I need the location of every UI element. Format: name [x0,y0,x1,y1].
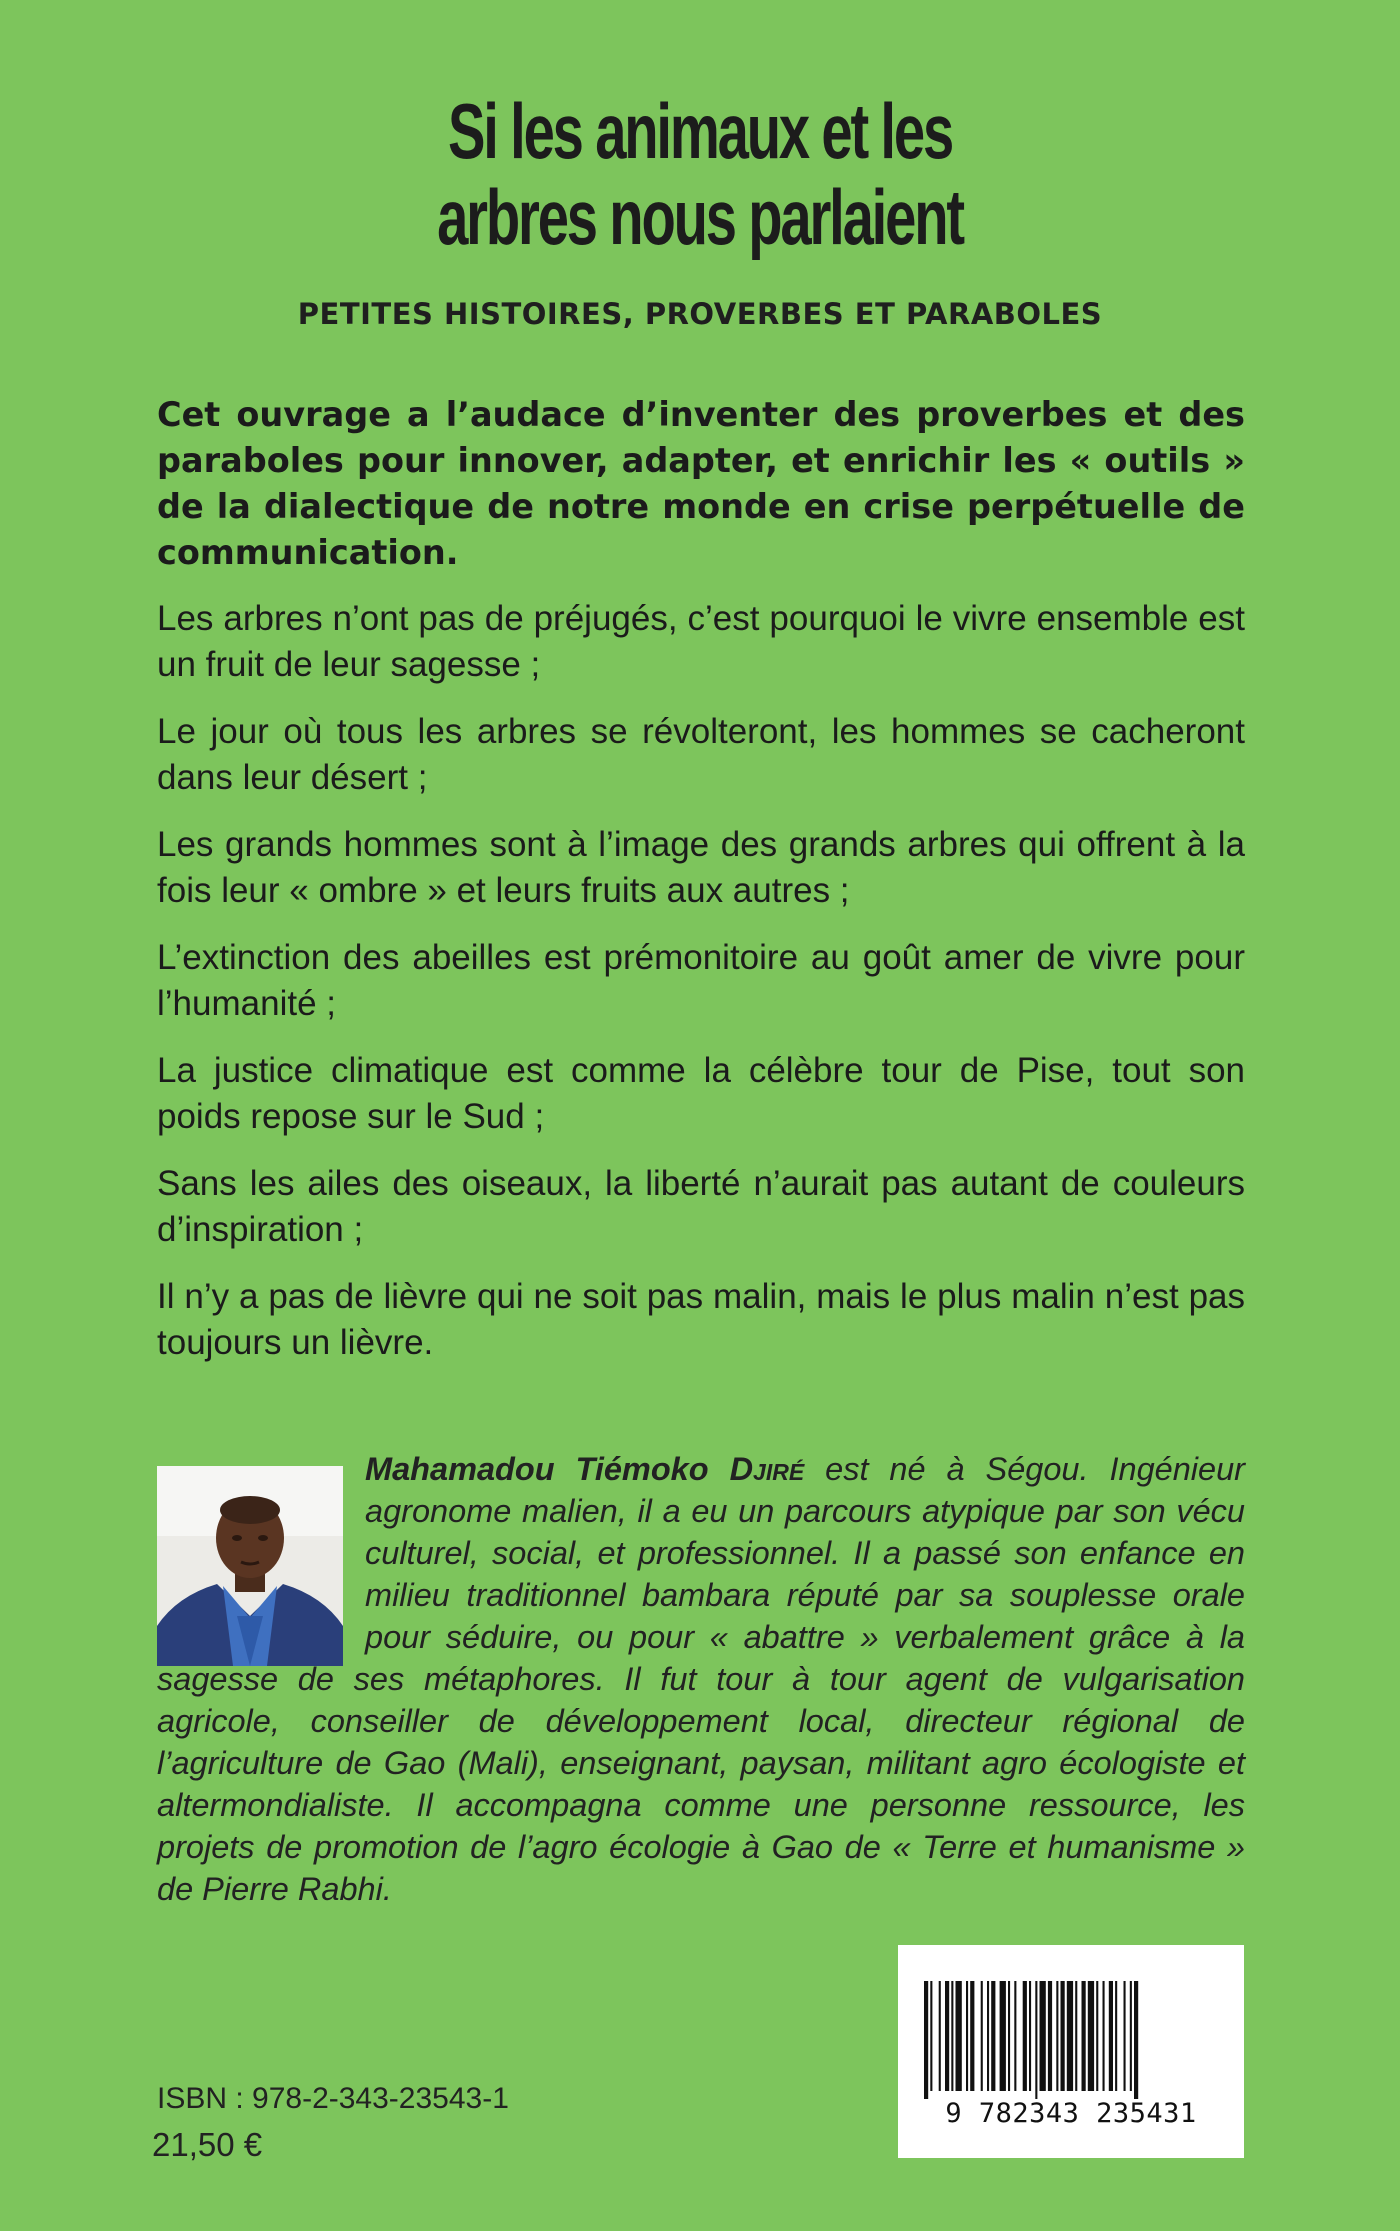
barcode-bar [1082,1981,1086,2091]
barcode-bar [1096,1981,1098,2091]
barcode-bar [924,1981,928,2099]
proverb: Il n’y a pas de lièvre qui ne soit pas malin, mais le plus malin n’est pas toujours un lièvre. [157,1277,1245,1362]
proverb: Les arbres n’ont pas de préjugés, c’est pourquoi le vivre ensemble est un fruit de leur sagesse ; [157,599,1245,684]
barcode-bar [991,1981,995,2091]
barcode-bar [1029,1981,1031,2091]
barcode-bar [1109,1981,1113,2091]
barcode-bar [951,1981,953,2091]
barcode-bar [1000,1981,1006,2091]
author-bio [157,1448,1245,1910]
barcode-bar [1075,1981,1077,2091]
author-first-names: Mahamadou Tiémoko [365,1451,709,1487]
barcode-bar [1040,1981,1046,2091]
barcode-bar [966,1981,968,2091]
barcode-bar [987,1981,989,2091]
barcode-bar [1056,1981,1058,2091]
barcode-icon [920,1981,1222,2099]
barcode-bar [956,1981,962,2091]
barcode-bar [1067,1981,1073,2091]
barcode-bar [930,1981,932,2091]
proverb: Le jour où tous les arbres se révolteront, les hommes se cacheront dans leur désert ; [157,712,1245,797]
proverb: L’extinction des abeilles est prémonitoire au goût amer de vivre pour l’humanité ; [157,938,1245,1023]
blurb [157,392,1245,1387]
barcode-digits: 9 782343 235431 [945,2098,1197,2129]
photo-spacer [157,1448,365,1658]
barcode-bar [1061,1981,1065,2091]
intro-paragraph: Cet ouvrage a l’audace d’inventer des proverbes et des paraboles pour innover, adapter, et enrichir les « outils » de la dialectique de notre monde en crise perpétuelle de communication. [157,395,1245,572]
barcode-bar [1134,1981,1138,2099]
proverb: La justice climatique est comme la célèbre tour de Pise, tout son poids repose sur le Sud ; [157,1051,1245,1136]
book-title-line-1: Si les animaux et les [447,87,953,175]
barcode-bar [1035,1981,1037,2099]
barcode-bar [1023,1981,1027,2091]
author-surname: Djiré [729,1451,805,1487]
book-subtitle: PETITES HISTOIRES, PROVERBES ET PARABOLES [297,297,1103,331]
barcode-bar [1130,1981,1132,2091]
author-bio-text: est né à Ségou. Ingénieur agronome malien, il a eu un parcours atypique par son vécu culturel, social, et professionnel. Il a passé son enfance en milieu traditionnel bambara réputé par sa souplesse orale pour séduire, ou pour « abattre » verbalement grâce à la sagesse de ses métaphores. Il fut tour à tour agent de vulgarisation agricole, conseiller de développement local, directeur régional de l’agriculture de Gao (Mali), enseignant, paysan, militant agro écologiste et altermondialiste. Il accompagna comme une personne ressource, les projets de promotion de l’agro écologie à Gao de « Terre et humanisme » de Pierre Rabhi. [157,1451,1246,1907]
isbn: ISBN : 978-2-343-23543-1 [157,2082,509,2115]
proverb: Sans les ailes des oiseaux, la liberté n’aurait pas autant de couleurs d’inspiration ; [157,1164,1245,1249]
barcode-bar [1115,1981,1117,2091]
barcode-bar [981,1981,983,2091]
barcode [898,1945,1244,2158]
price: 21,50 € [152,2126,263,2163]
barcode-bar [1008,1981,1010,2091]
barcode-bar [970,1981,974,2091]
barcode-bar [1124,1981,1126,2091]
barcode-bar [1048,1981,1052,2091]
barcode-bar [1014,1981,1016,2091]
proverb: Les grands hommes sont à l’image des grands arbres qui offrent à la fois leur « ombre » et leurs fruits aux autres ; [157,825,1245,910]
barcode-bar [1088,1981,1094,2091]
barcode-bar [1103,1981,1105,2091]
barcode-bar [939,1981,941,2091]
book-title-line-2: arbres nous parlaient [437,173,963,261]
book-title [196,88,1204,260]
barcode-bar [945,1981,949,2091]
